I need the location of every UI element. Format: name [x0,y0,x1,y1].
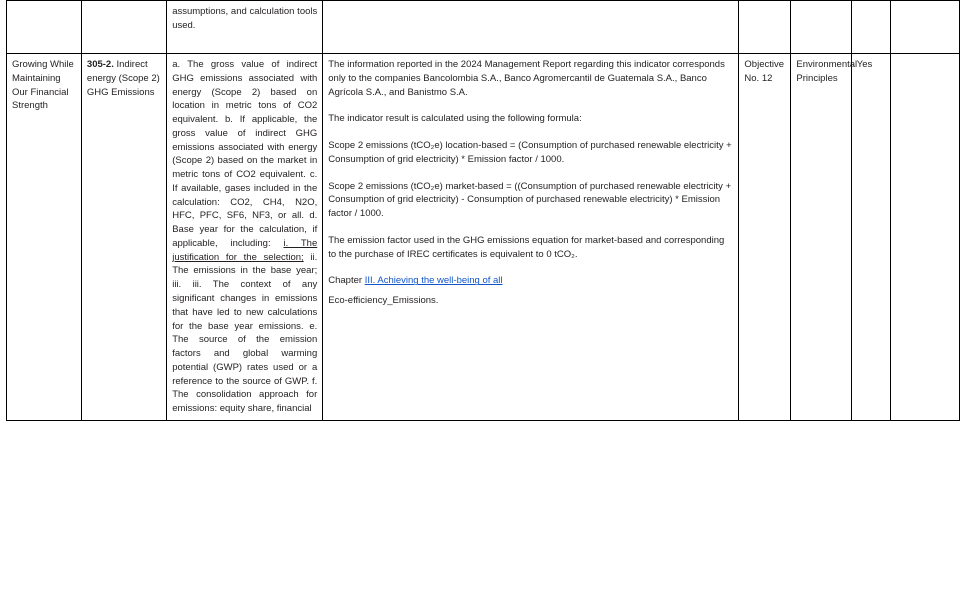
disclosure-item-d-i: i. The justification for the selection; [172,237,318,263]
cell-extra-continued [891,1,960,54]
cell-code-continued [81,1,166,54]
cell-verified: Yes [851,54,891,421]
response-paragraph-scope: The information reported in the 2024 Management Report regarding this indicator corresponds only to the companies Bancolombia S.A., Banco Agromercantil de Guatemala S.A., Banco Agrícola S.A., and Banistmo S.A. [328,59,725,98]
indicator-code-number: 305-2. [86,59,114,70]
cell-extra [891,54,960,421]
cell-response-continued [323,1,739,54]
cell-objective: Objective No. 12 [739,54,791,421]
disclosure-item-b: b. If applicable, the gross value of indirect GHG emissions associated with energy (Scope 2) based on the market in metric tons of CO2 equivalent. [172,114,318,181]
cell-disclosure-continued: assumptions, and calculation tools used. [167,1,323,54]
disclosure-item-c: c. If available, gases included in the calculation: CO2, CH4, N2O, HFC, PFC, SF6, NF3, or all. [172,169,318,222]
cell-pillar: Growing While Maintaining Our Financial Strength [7,54,82,421]
table-row [7,54,960,421]
chapter-link[interactable]: III. Achieving the well-being of all [364,275,503,287]
response-paragraph-emission-factor: The emission factor used in the GHG emissions equation for market-based and corresponding to the purchase of IREC certificates is equivalent to 0 tCO₂. [328,234,725,260]
disclosure-item-d: d. Base year for the calculation, if applicable, including: [172,210,318,249]
cell-verified-continued [851,1,891,54]
response-chapter-reference [328,274,733,288]
cell-principles-continued [791,1,851,54]
cell-principles: Environmental Principles [791,54,851,421]
disclosure-item-a: a. The gross value of indirect GHG emissions associated with energy (Scope 2) based on location in metric tons of CO2 equivalent. [172,59,318,126]
response-eco-efficiency: Eco-efficiency_Emissions. [328,295,439,307]
cell-pillar-continued [7,1,82,54]
cell-company-response [323,54,739,421]
cell-disclosure-requirements [167,54,323,421]
indicator-code-title: Indirect energy (Scope 2) GHG Emissions [86,59,160,98]
disclosure-item-e: e. The source of the emission factors and global warming potential (GWP) rates used or a reference to the source of GWP. [172,320,318,387]
response-formula-location-based: Scope 2 emissions (tCO₂e) location-based = (Consumption of purchased renewable electricity + Consumption of grid electricity) * Emission factor / 1000. [328,140,732,165]
sustainability-disclosure-table [6,0,960,421]
response-paragraph-formula-intro: The indicator result is calculated using the following formula: [328,113,582,125]
cell-objective-continued [739,1,791,54]
cell-indicator-code [81,54,166,421]
response-formula-market-based: Scope 2 emissions (tCO₂e) market-based = ((Consumption of purchased renewable electricity + Consumption of grid electricity) - Consumption of purchased renewable electricity) * Emission factor / 1000. [328,180,732,220]
disclosure-item-d-ii: ii. The emissions in the base year; [172,251,318,277]
table-row [7,1,960,54]
chapter-label: Chapter [328,275,365,287]
disclosure-item-d-iii: iii. iii. The context of any significant changes in emissions that have led to new calculations for the base year emissions. [172,279,318,332]
disclosure-item-f: f. The consolidation approach for emissions: equity share, financial [172,375,318,415]
